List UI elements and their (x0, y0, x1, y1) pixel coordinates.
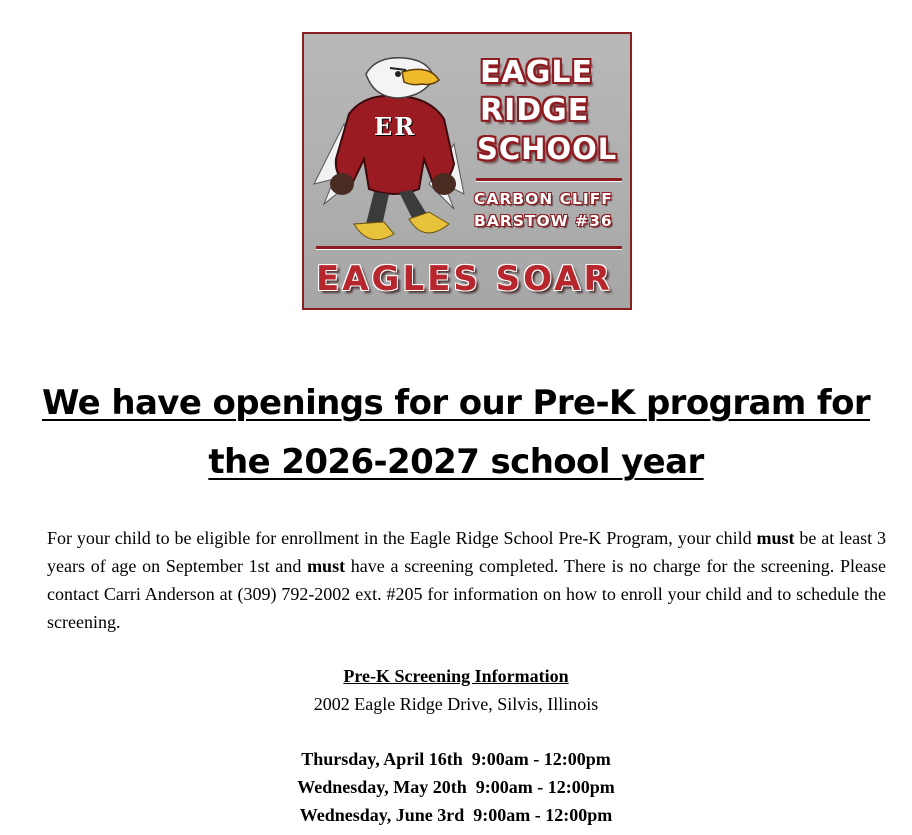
screening-address: 2002 Eagle Ridge Drive, Silvis, Illinois (313, 694, 599, 714)
logo-motto: EAGLES SOAR (316, 259, 613, 299)
enrollment-paragraph (47, 524, 886, 636)
school-logo (302, 32, 632, 310)
page-headline (0, 374, 912, 492)
headline-line-2: the 2026-2027 school year (208, 442, 704, 482)
screening-title: Pre-K Screening Information (343, 666, 569, 686)
mascot-letters: ER (374, 112, 417, 141)
intro-text: be at least 3 years of age on September 1st and (47, 528, 887, 576)
logo-district: BARSTOW #36 (474, 212, 613, 230)
logo-divider (476, 178, 622, 181)
screening-date: Thursday, April 16th 9:00am - 12:00pm (301, 749, 611, 769)
screening-info (0, 662, 912, 829)
headline-line-1: We have openings for our Pre-K program for (41, 383, 871, 423)
logo-word-eagle: EAGLE (480, 55, 593, 90)
logo-word-ridge: RIDGE (480, 93, 590, 128)
logo-town: CARBON CLIFF (474, 190, 613, 208)
intro-text: For your child to be eligible for enrollment in the Eagle Ridge School Pre-K Program, your child (47, 528, 757, 548)
logo-word-school: SCHOOL (477, 132, 618, 166)
screening-date: Wednesday, June 3rd 9:00am - 12:00pm (299, 805, 613, 825)
spacer (0, 718, 912, 745)
intro-text: have a screening completed. There is no charge for the screening. Please contact Carri Anderson at (309) 792-2002 ext. #205 for information on how to enroll your child and to schedule the screening. (47, 556, 887, 632)
screening-date: Wednesday, May 20th 9:00am - 12:00pm (297, 777, 615, 797)
logo-divider (316, 246, 622, 249)
emphasis-must: must (307, 556, 346, 576)
emphasis-must: must (756, 528, 795, 548)
